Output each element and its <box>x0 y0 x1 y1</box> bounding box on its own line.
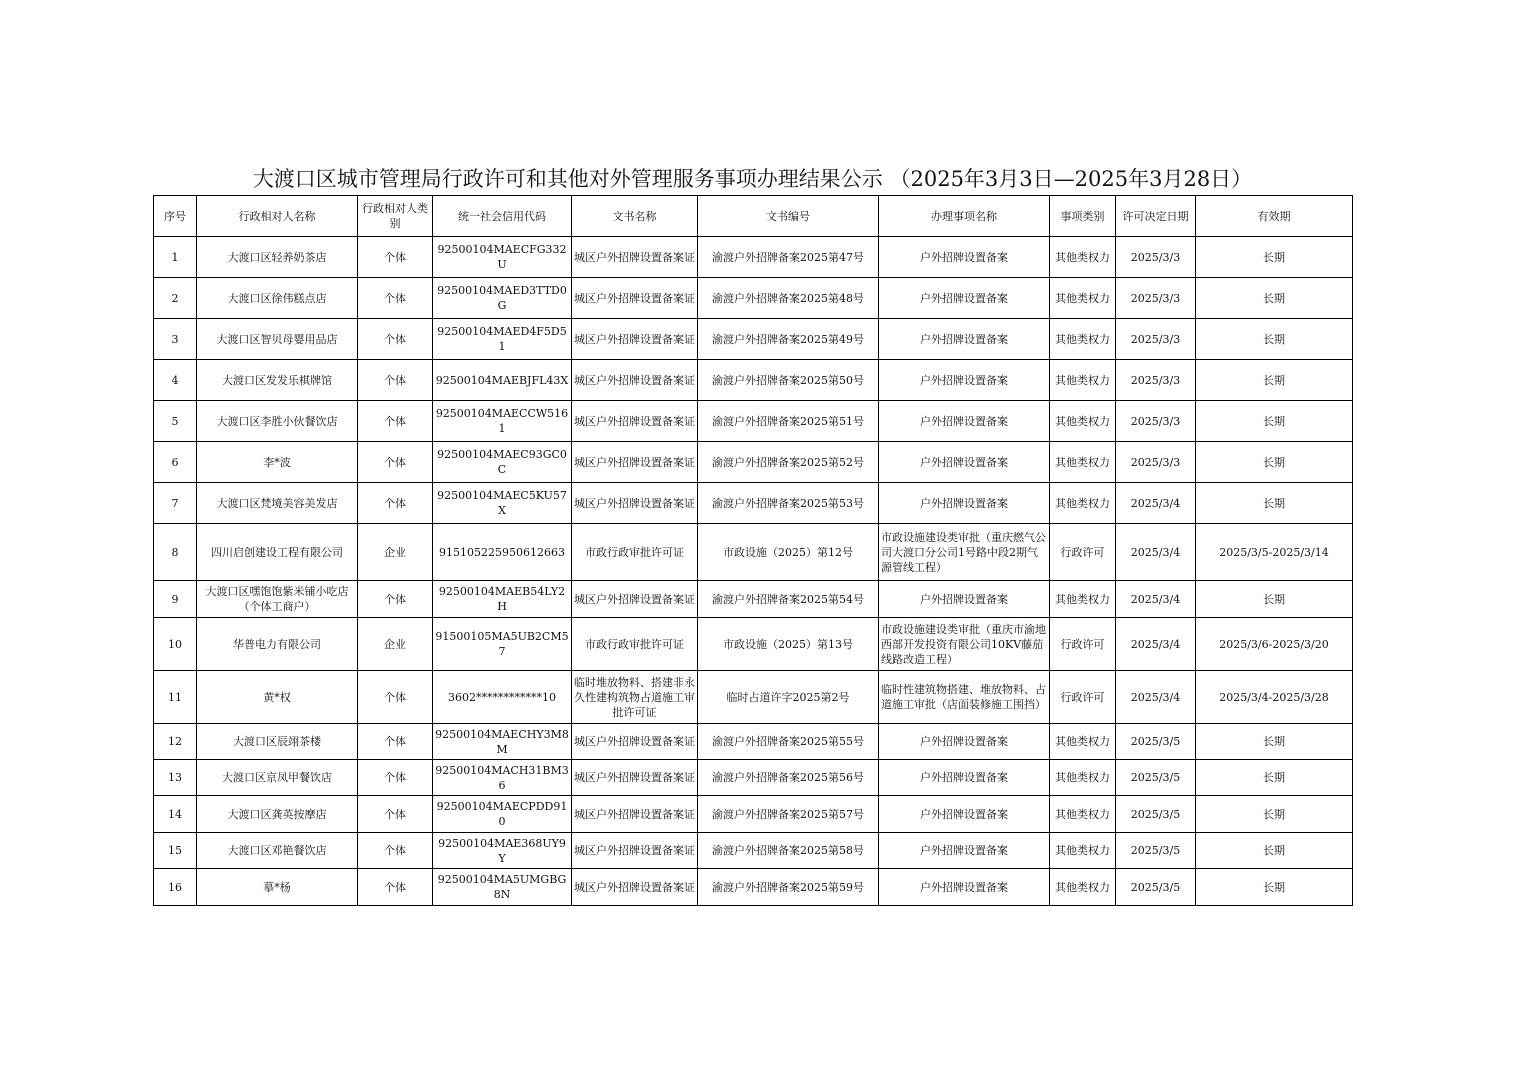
cell-validity: 2025/3/6-2025/3/20 <box>1196 618 1353 671</box>
cell-seq: 1 <box>154 237 197 278</box>
cell-matter-category: 行政许可 <box>1050 618 1116 671</box>
results-table <box>153 195 1353 906</box>
cell-doc-name: 城区户外招牌设置备案证 <box>572 869 698 906</box>
cell-doc-name: 城区户外招牌设置备案证 <box>572 483 698 524</box>
table-row <box>154 524 1353 581</box>
cell-doc-name: 城区户外招牌设置备案证 <box>572 401 698 442</box>
cell-party-type: 个体 <box>358 319 433 360</box>
table-row <box>154 483 1353 524</box>
column-header-credit-code: 统一社会信用代码 <box>433 196 572 237</box>
column-header-party-name: 行政相对人名称 <box>197 196 358 237</box>
cell-doc-name: 市政行政审批许可证 <box>572 524 698 581</box>
cell-validity: 长期 <box>1196 833 1353 869</box>
cell-party-name: 摹*杨 <box>197 869 358 906</box>
cell-validity: 长期 <box>1196 278 1353 319</box>
column-header-seq: 序号 <box>154 196 197 237</box>
cell-credit-code: 92500104MAECPDD910 <box>433 796 572 833</box>
cell-decision-date: 2025/3/3 <box>1116 360 1196 401</box>
cell-matter-name: 户外招牌设置备案 <box>879 869 1050 906</box>
cell-party-name: 大渡口区邓艳餐饮店 <box>197 833 358 869</box>
cell-party-type: 个体 <box>358 760 433 796</box>
table-row <box>154 760 1353 796</box>
cell-matter-category: 其他类权力 <box>1050 360 1116 401</box>
cell-credit-code: 92500104MAEC5KU57X <box>433 483 572 524</box>
cell-doc-name: 临时堆放物料、搭建非永久性建构筑物占道施工审批许可证 <box>572 671 698 724</box>
cell-credit-code: 3602************10 <box>433 671 572 724</box>
cell-party-name: 大渡口区发发乐棋牌馆 <box>197 360 358 401</box>
cell-party-name: 华普电力有限公司 <box>197 618 358 671</box>
cell-credit-code: 92500104MAEB54LY2H <box>433 581 572 618</box>
cell-doc-number: 渝渡户外招牌备案2025第50号 <box>698 360 879 401</box>
cell-doc-name: 城区户外招牌设置备案证 <box>572 760 698 796</box>
cell-party-type: 个体 <box>358 869 433 906</box>
cell-party-type: 个体 <box>358 724 433 760</box>
table-row <box>154 278 1353 319</box>
cell-credit-code: 92500104MAED3TTD0G <box>433 278 572 319</box>
cell-doc-name: 城区户外招牌设置备案证 <box>572 796 698 833</box>
cell-party-type: 个体 <box>358 401 433 442</box>
cell-credit-code: 92500104MAE368UY9Y <box>433 833 572 869</box>
cell-party-name: 大渡口区梵境美容美发店 <box>197 483 358 524</box>
table-row <box>154 724 1353 760</box>
cell-matter-category: 其他类权力 <box>1050 237 1116 278</box>
cell-matter-name: 户外招牌设置备案 <box>879 360 1050 401</box>
cell-validity: 长期 <box>1196 796 1353 833</box>
table-row <box>154 360 1353 401</box>
cell-doc-number: 渝渡户外招牌备案2025第52号 <box>698 442 879 483</box>
cell-doc-number: 渝渡户外招牌备案2025第59号 <box>698 869 879 906</box>
cell-doc-name: 市政行政审批许可证 <box>572 618 698 671</box>
cell-matter-category: 其他类权力 <box>1050 760 1116 796</box>
column-header-decision-date: 许可决定日期 <box>1116 196 1196 237</box>
cell-validity: 长期 <box>1196 319 1353 360</box>
cell-decision-date: 2025/3/4 <box>1116 483 1196 524</box>
cell-matter-name: 户外招牌设置备案 <box>879 319 1050 360</box>
cell-decision-date: 2025/3/3 <box>1116 237 1196 278</box>
cell-matter-name: 户外招牌设置备案 <box>879 278 1050 319</box>
cell-doc-number: 市政设施（2025）第13号 <box>698 618 879 671</box>
cell-doc-name: 城区户外招牌设置备案证 <box>572 724 698 760</box>
table-row <box>154 401 1353 442</box>
cell-doc-name: 城区户外招牌设置备案证 <box>572 278 698 319</box>
cell-matter-name: 户外招牌设置备案 <box>879 237 1050 278</box>
cell-matter-name: 市政设施建设类审批（重庆燃气公司大渡口分公司1号路中段2期气源管线工程） <box>879 524 1050 581</box>
cell-doc-name: 城区户外招牌设置备案证 <box>572 360 698 401</box>
column-header-doc-number: 文书编号 <box>698 196 879 237</box>
cell-matter-category: 行政许可 <box>1050 671 1116 724</box>
cell-seq: 10 <box>154 618 197 671</box>
cell-validity: 长期 <box>1196 483 1353 524</box>
cell-doc-number: 渝渡户外招牌备案2025第56号 <box>698 760 879 796</box>
cell-party-name: 大渡口区徐伟糕点店 <box>197 278 358 319</box>
cell-seq: 2 <box>154 278 197 319</box>
cell-doc-number: 渝渡户外招牌备案2025第57号 <box>698 796 879 833</box>
table-row <box>154 237 1353 278</box>
cell-matter-name: 户外招牌设置备案 <box>879 401 1050 442</box>
cell-party-type: 企业 <box>358 618 433 671</box>
cell-matter-category: 其他类权力 <box>1050 581 1116 618</box>
cell-party-type: 企业 <box>358 524 433 581</box>
cell-matter-category: 其他类权力 <box>1050 442 1116 483</box>
cell-party-name: 大渡口区智贝母婴用品店 <box>197 319 358 360</box>
table-row <box>154 833 1353 869</box>
cell-party-name: 四川启创建设工程有限公司 <box>197 524 358 581</box>
cell-credit-code: 915105225950612663 <box>433 524 572 581</box>
cell-party-type: 个体 <box>358 442 433 483</box>
table-row <box>154 869 1353 906</box>
cell-validity: 长期 <box>1196 581 1353 618</box>
cell-party-name: 大渡口区龚英按摩店 <box>197 796 358 833</box>
cell-doc-number: 渝渡户外招牌备案2025第48号 <box>698 278 879 319</box>
cell-credit-code: 92500104MAEBJFL43X <box>433 360 572 401</box>
cell-credit-code: 92500104MA5UMGBG8N <box>433 869 572 906</box>
cell-doc-number: 渝渡户外招牌备案2025第51号 <box>698 401 879 442</box>
cell-matter-name: 户外招牌设置备案 <box>879 724 1050 760</box>
cell-matter-name: 户外招牌设置备案 <box>879 483 1050 524</box>
column-header-matter-category: 事项类别 <box>1050 196 1116 237</box>
cell-party-name: 大渡口区嘿饱饱紫米铺小吃店（个体工商户） <box>197 581 358 618</box>
cell-decision-date: 2025/3/5 <box>1116 869 1196 906</box>
cell-doc-name: 城区户外招牌设置备案证 <box>572 833 698 869</box>
cell-matter-name: 户外招牌设置备案 <box>879 796 1050 833</box>
cell-validity: 长期 <box>1196 760 1353 796</box>
column-header-doc-name: 文书名称 <box>572 196 698 237</box>
cell-decision-date: 2025/3/3 <box>1116 319 1196 360</box>
cell-credit-code: 92500104MAECCW5161 <box>433 401 572 442</box>
cell-decision-date: 2025/3/3 <box>1116 401 1196 442</box>
cell-party-name: 大渡口区京凤甲餐饮店 <box>197 760 358 796</box>
cell-matter-category: 其他类权力 <box>1050 278 1116 319</box>
cell-doc-name: 城区户外招牌设置备案证 <box>572 237 698 278</box>
cell-matter-category: 其他类权力 <box>1050 796 1116 833</box>
table-row <box>154 581 1353 618</box>
cell-doc-number: 临时占道许字2025第2号 <box>698 671 879 724</box>
cell-decision-date: 2025/3/5 <box>1116 833 1196 869</box>
cell-decision-date: 2025/3/4 <box>1116 581 1196 618</box>
header-row <box>154 196 1353 237</box>
cell-doc-number: 渝渡户外招牌备案2025第47号 <box>698 237 879 278</box>
cell-seq: 7 <box>154 483 197 524</box>
cell-decision-date: 2025/3/5 <box>1116 796 1196 833</box>
cell-doc-name: 城区户外招牌设置备案证 <box>572 581 698 618</box>
cell-doc-number: 渝渡户外招牌备案2025第54号 <box>698 581 879 618</box>
cell-seq: 9 <box>154 581 197 618</box>
cell-party-type: 个体 <box>358 483 433 524</box>
cell-matter-category: 其他类权力 <box>1050 724 1116 760</box>
cell-doc-number: 渝渡户外招牌备案2025第58号 <box>698 833 879 869</box>
cell-seq: 8 <box>154 524 197 581</box>
cell-credit-code: 92500104MAECHY3M8M <box>433 724 572 760</box>
table-row <box>154 796 1353 833</box>
cell-validity: 长期 <box>1196 724 1353 760</box>
cell-seq: 3 <box>154 319 197 360</box>
cell-doc-number: 渝渡户外招牌备案2025第49号 <box>698 319 879 360</box>
column-header-validity: 有效期 <box>1196 196 1353 237</box>
cell-validity: 2025/3/4-2025/3/28 <box>1196 671 1353 724</box>
column-header-matter-name: 办理事项名称 <box>879 196 1050 237</box>
cell-decision-date: 2025/3/4 <box>1116 618 1196 671</box>
cell-party-name: 黄*权 <box>197 671 358 724</box>
cell-matter-category: 其他类权力 <box>1050 833 1116 869</box>
cell-doc-number: 市政设施（2025）第12号 <box>698 524 879 581</box>
table-row <box>154 319 1353 360</box>
cell-seq: 14 <box>154 796 197 833</box>
cell-doc-number: 渝渡户外招牌备案2025第53号 <box>698 483 879 524</box>
cell-validity: 2025/3/5-2025/3/14 <box>1196 524 1353 581</box>
cell-party-name: 大渡口区辰翊茶楼 <box>197 724 358 760</box>
cell-decision-date: 2025/3/5 <box>1116 760 1196 796</box>
cell-matter-name: 户外招牌设置备案 <box>879 581 1050 618</box>
cell-validity: 长期 <box>1196 401 1353 442</box>
cell-party-name: 李*波 <box>197 442 358 483</box>
cell-matter-name: 市政设施建设类审批（重庆市渝地西部开发投资有限公司10KV藤茄线路改造工程） <box>879 618 1050 671</box>
cell-party-type: 个体 <box>358 237 433 278</box>
cell-matter-category: 其他类权力 <box>1050 401 1116 442</box>
cell-decision-date: 2025/3/4 <box>1116 524 1196 581</box>
cell-doc-name: 城区户外招牌设置备案证 <box>572 442 698 483</box>
cell-decision-date: 2025/3/4 <box>1116 671 1196 724</box>
cell-party-type: 个体 <box>358 671 433 724</box>
table-row <box>154 618 1353 671</box>
cell-doc-name: 城区户外招牌设置备案证 <box>572 319 698 360</box>
cell-matter-name: 户外招牌设置备案 <box>879 833 1050 869</box>
cell-decision-date: 2025/3/3 <box>1116 278 1196 319</box>
cell-validity: 长期 <box>1196 360 1353 401</box>
cell-decision-date: 2025/3/5 <box>1116 724 1196 760</box>
cell-seq: 13 <box>154 760 197 796</box>
table-body <box>154 237 1353 906</box>
cell-seq: 12 <box>154 724 197 760</box>
column-header-party-type: 行政相对人类别 <box>358 196 433 237</box>
cell-credit-code: 92500104MACH31BM36 <box>433 760 572 796</box>
cell-seq: 15 <box>154 833 197 869</box>
cell-credit-code: 92500104MAEC93GC0C <box>433 442 572 483</box>
table-row <box>154 671 1353 724</box>
cell-matter-name: 户外招牌设置备案 <box>879 442 1050 483</box>
cell-party-name: 大渡口区李胜小伙餐饮店 <box>197 401 358 442</box>
cell-credit-code: 92500104MAECFG332U <box>433 237 572 278</box>
cell-doc-number: 渝渡户外招牌备案2025第55号 <box>698 724 879 760</box>
document-title: 大渡口区城市管理局行政许可和其他对外管理服务事项办理结果公示 （2025年3月3日—2025年3月28日） <box>252 167 1253 191</box>
cell-validity: 长期 <box>1196 869 1353 906</box>
cell-party-type: 个体 <box>358 581 433 618</box>
cell-decision-date: 2025/3/3 <box>1116 442 1196 483</box>
table-row <box>154 442 1353 483</box>
cell-matter-category: 其他类权力 <box>1050 869 1116 906</box>
cell-seq: 5 <box>154 401 197 442</box>
cell-seq: 4 <box>154 360 197 401</box>
cell-credit-code: 92500104MAED4F5D51 <box>433 319 572 360</box>
cell-party-type: 个体 <box>358 833 433 869</box>
cell-validity: 长期 <box>1196 237 1353 278</box>
cell-seq: 6 <box>154 442 197 483</box>
cell-matter-category: 其他类权力 <box>1050 483 1116 524</box>
cell-party-type: 个体 <box>358 796 433 833</box>
cell-matter-category: 行政许可 <box>1050 524 1116 581</box>
cell-seq: 16 <box>154 869 197 906</box>
cell-matter-name: 临时性建筑物搭建、堆放物料、占道施工审批（店面装修施工围挡） <box>879 671 1050 724</box>
cell-party-name: 大渡口区轻养奶茶店 <box>197 237 358 278</box>
cell-seq: 11 <box>154 671 197 724</box>
cell-party-type: 个体 <box>358 278 433 319</box>
cell-matter-name: 户外招牌设置备案 <box>879 760 1050 796</box>
cell-validity: 长期 <box>1196 442 1353 483</box>
cell-matter-category: 其他类权力 <box>1050 319 1116 360</box>
cell-credit-code: 91500105MA5UB2CM57 <box>433 618 572 671</box>
cell-party-type: 个体 <box>358 360 433 401</box>
